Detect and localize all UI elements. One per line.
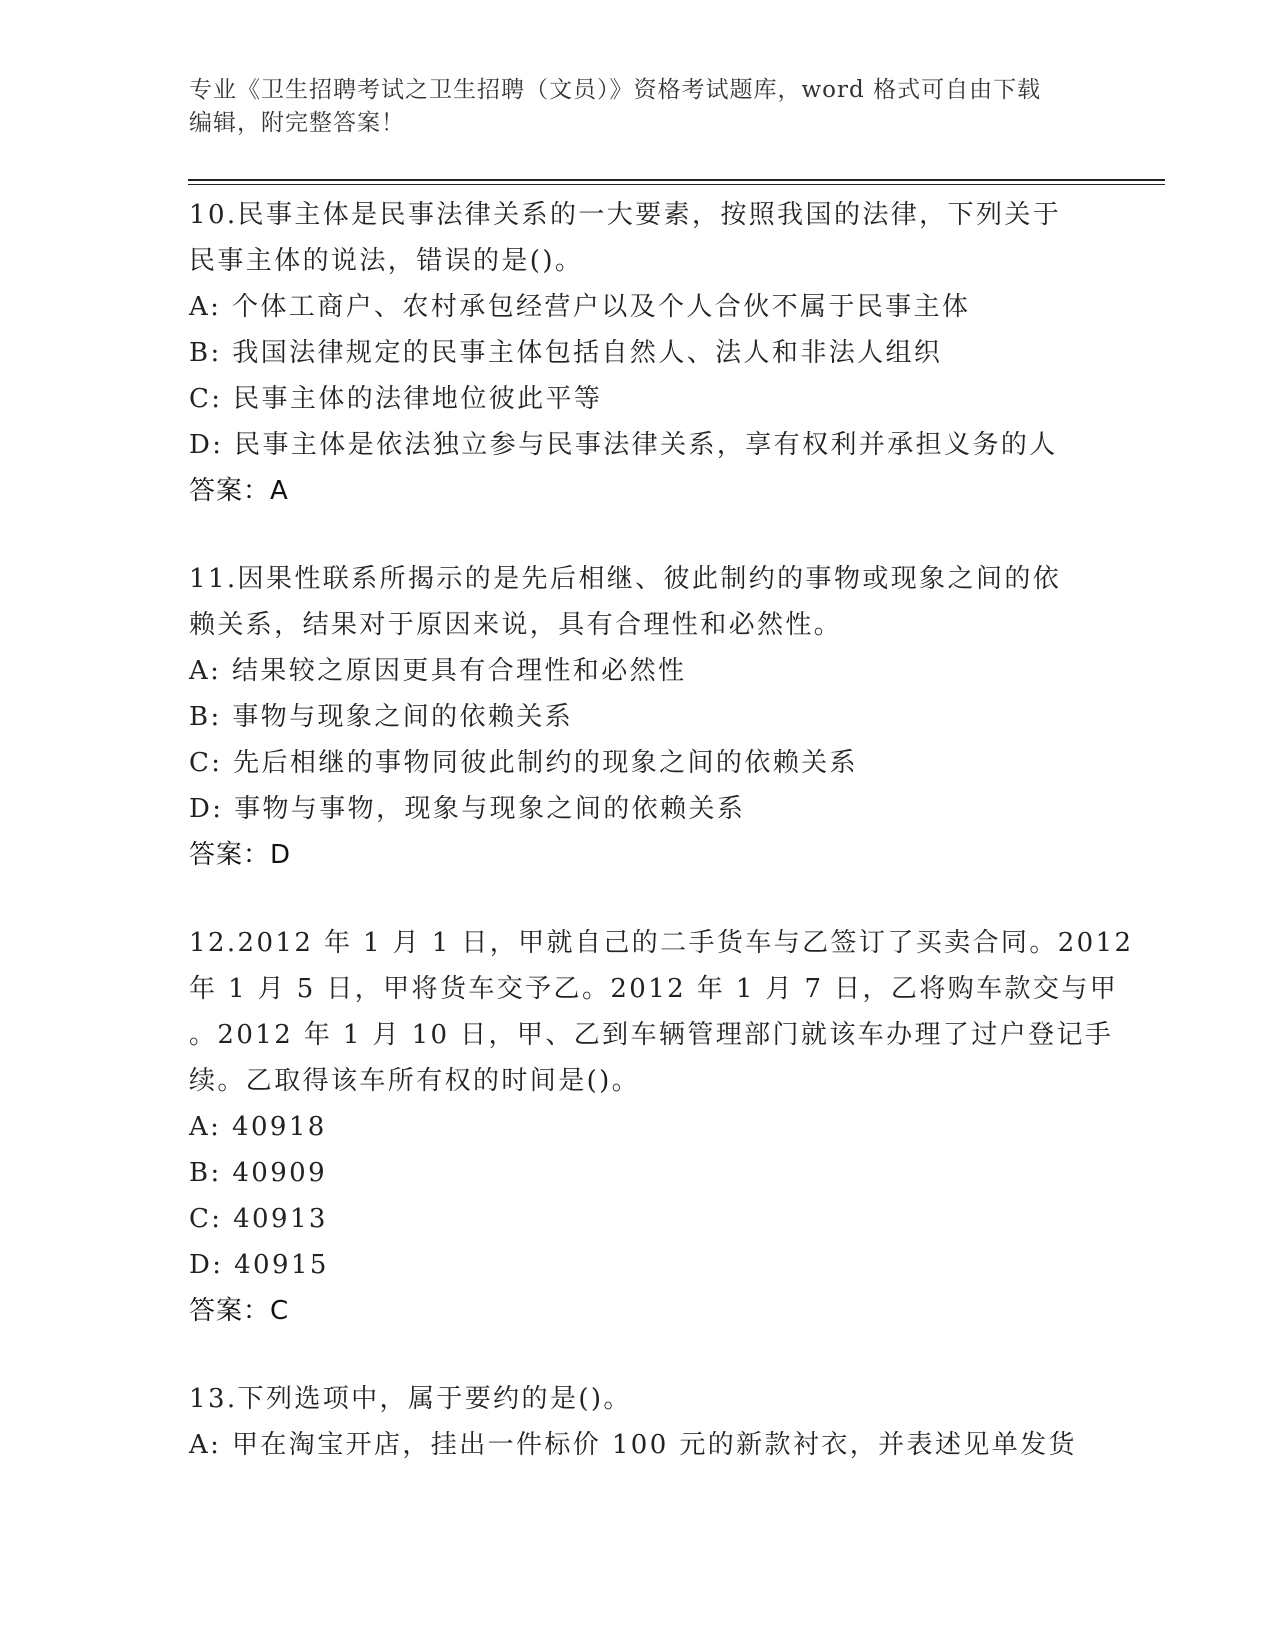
option-b: B: 事物与现象之间的依赖关系 bbox=[189, 702, 574, 732]
option-c: C: 先后相继的事物同彼此制约的现象之间的依赖关系 bbox=[189, 748, 858, 778]
option-b: B: 40909 bbox=[189, 1158, 328, 1188]
header-line: 编辑，附完整答案！ bbox=[189, 110, 405, 136]
header-line: 专业《卫生招聘考试之卫生招聘（文员）》资格考试题库，word 格式可自由下载 bbox=[189, 77, 1042, 103]
question-stem-line: 赖关系，结果对于原因来说，具有合理性和必然性。 bbox=[189, 610, 843, 640]
answer-line: 答案：C bbox=[189, 1296, 290, 1326]
question-13 bbox=[189, 1376, 1089, 1468]
question-stem-line: 民事主体的说法，错误的是()。 bbox=[189, 246, 584, 276]
option-a: A: 个体工商户、农村承包经营户以及个人合伙不属于民事主体 bbox=[189, 292, 971, 322]
option-d: D: 40915 bbox=[189, 1250, 329, 1280]
answer-line: 答案：D bbox=[189, 840, 292, 870]
header-divider-thin bbox=[188, 184, 1165, 185]
question-11 bbox=[189, 556, 1089, 878]
question-10 bbox=[189, 192, 1089, 514]
option-c: C: 40913 bbox=[189, 1204, 328, 1234]
question-stem-line: 10.民事主体是民事法律关系的一大要素，按照我国的法律，下列关于 bbox=[189, 200, 1062, 230]
question-stem-line: 。2012 年 1 月 10 日，甲、乙到车辆管理部门就该车办理了过户登记手 bbox=[189, 1020, 1114, 1050]
question-stem-line: 13.下列选项中，属于要约的是()。 bbox=[189, 1384, 632, 1414]
question-stem-line: 续。乙取得该车所有权的时间是()。 bbox=[189, 1066, 641, 1096]
option-d: D: 事物与事物，现象与现象之间的依赖关系 bbox=[189, 794, 746, 824]
question-list bbox=[189, 192, 1134, 1510]
answer-line: 答案：A bbox=[189, 476, 289, 506]
option-a: A: 结果较之原因更具有合理性和必然性 bbox=[189, 656, 687, 686]
question-stem-line: 12.2012 年 1 月 1 日，甲就自己的二手货车与乙签订了买卖合同。2012 bbox=[189, 928, 1134, 958]
option-d: D: 民事主体是依法独立参与民事法律关系，享有权利并承担义务的人 bbox=[189, 430, 1058, 460]
question-stem-line: 11.因果性联系所揭示的是先后相继、彼此制约的事物或现象之间的依 bbox=[189, 564, 1062, 594]
option-a: A: 40918 bbox=[189, 1112, 327, 1142]
option-b: B: 我国法律规定的民事主体包括自然人、法人和非法人组织 bbox=[189, 338, 943, 368]
document-header bbox=[189, 74, 1089, 140]
option-a: A: 甲在淘宝开店，挂出一件标价 100 元的新款衬衣，并表述见单发货 bbox=[189, 1430, 1077, 1460]
question-stem-line: 年 1 月 5 日，甲将货车交予乙。2012 年 1 月 7 日，乙将购车款交与甲 bbox=[189, 974, 1119, 1004]
question-12 bbox=[189, 920, 1134, 1334]
option-c: C: 民事主体的法律地位彼此平等 bbox=[189, 384, 603, 414]
header-divider-thick bbox=[188, 179, 1165, 181]
